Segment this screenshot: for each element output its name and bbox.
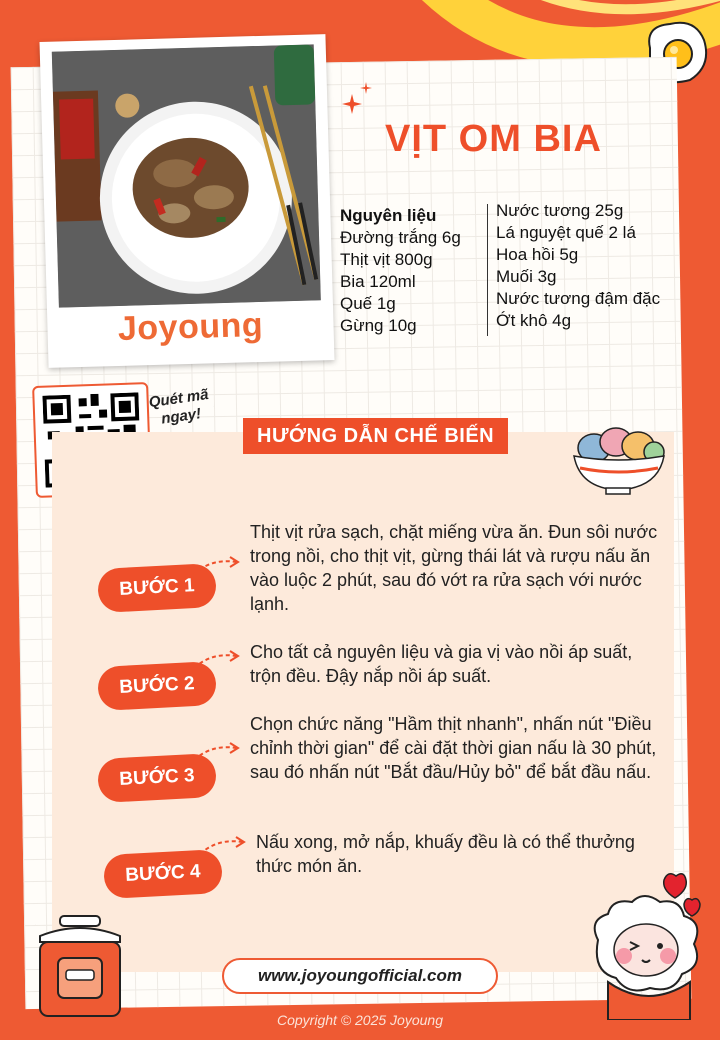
- step-1-text: Thịt vịt rửa sạch, chặt miếng vừa ăn. Đun sôi nước trong nồi, cho thịt vịt, gừng thái lát và rượu nấu ăn vào luộc 2 phút, sau đó vớt ra rửa sạch với nước lạnh.: [250, 522, 658, 614]
- dish-photo: [52, 44, 321, 307]
- ingredient-item: Muối 3g: [496, 267, 557, 286]
- sheep-mascot-icon: [578, 870, 720, 1020]
- brand-logo: Joyoung: [117, 305, 264, 348]
- website-link[interactable]: www.joyoungofficial.com: [222, 958, 498, 994]
- copyright-text: Copyright © 2025 Joyoung: [277, 1012, 443, 1028]
- arrow-icon: [192, 648, 242, 672]
- qr-scan-label: Quét mã ngay!: [147, 385, 210, 428]
- cooking-guide-title: HƯỚNG DẪN CHẾ BIẾN: [243, 418, 508, 454]
- arrow-icon: [198, 834, 248, 858]
- arrow-icon: [192, 740, 242, 764]
- ingredient-item: Ớt khô 4g: [496, 311, 572, 330]
- dumpling-bowl-icon: [568, 418, 668, 498]
- ingredients-divider: [487, 204, 488, 336]
- step-3-text: Chọn chức năng "Hầm thịt nhanh", nhấn nút "Điều chỉnh thời gian" để cài đặt thời gian nấu là 30 phút, sau đó nhấn nút "Bắt đầu/Hủy bỏ" để bắt đầu nấu.: [250, 714, 657, 782]
- recipe-title: VỊT OM BIA: [385, 118, 602, 160]
- arrow-icon: [192, 554, 242, 578]
- ingredient-item: Quế 1g: [340, 294, 396, 313]
- step-2-text: Cho tất cả nguyên liệu và gia vị vào nồi áp suất, trộn đều. Đậy nắp nồi áp suất.: [250, 642, 633, 686]
- pressure-cooker-icon: [30, 912, 130, 1022]
- step-4-text: Nấu xong, mở nắp, khuấy đều là có thể thưởng thức món ăn.: [256, 832, 635, 876]
- ingredient-item: Bia 120ml: [340, 272, 416, 291]
- ingredients-heading: Nguyên liệu: [340, 206, 437, 225]
- step-1-label: BƯỚC 1: [97, 563, 217, 613]
- ingredient-item: Gừng 10g: [340, 316, 417, 335]
- ingredient-item: Hoa hồi 5g: [496, 245, 579, 264]
- ingredient-item: Lá nguyệt quế 2 lá: [496, 223, 636, 242]
- step-4-label: BƯỚC 4: [103, 849, 223, 899]
- ingredient-item: Nước tương đậm đặc: [496, 289, 661, 308]
- ingredient-item: Thịt vịt 800g: [340, 250, 433, 269]
- ingredient-item: Đường trắng 6g: [340, 228, 461, 247]
- ingredients-left-column: [340, 205, 461, 337]
- ingredient-item: Nước tương 25g: [496, 201, 624, 220]
- sparkle-icon: [340, 80, 374, 120]
- ingredients-right-column: [496, 200, 660, 332]
- step-3-label: BƯỚC 3: [97, 753, 217, 803]
- step-2-label: BƯỚC 2: [97, 661, 217, 711]
- dish-photo-frame: [40, 34, 335, 368]
